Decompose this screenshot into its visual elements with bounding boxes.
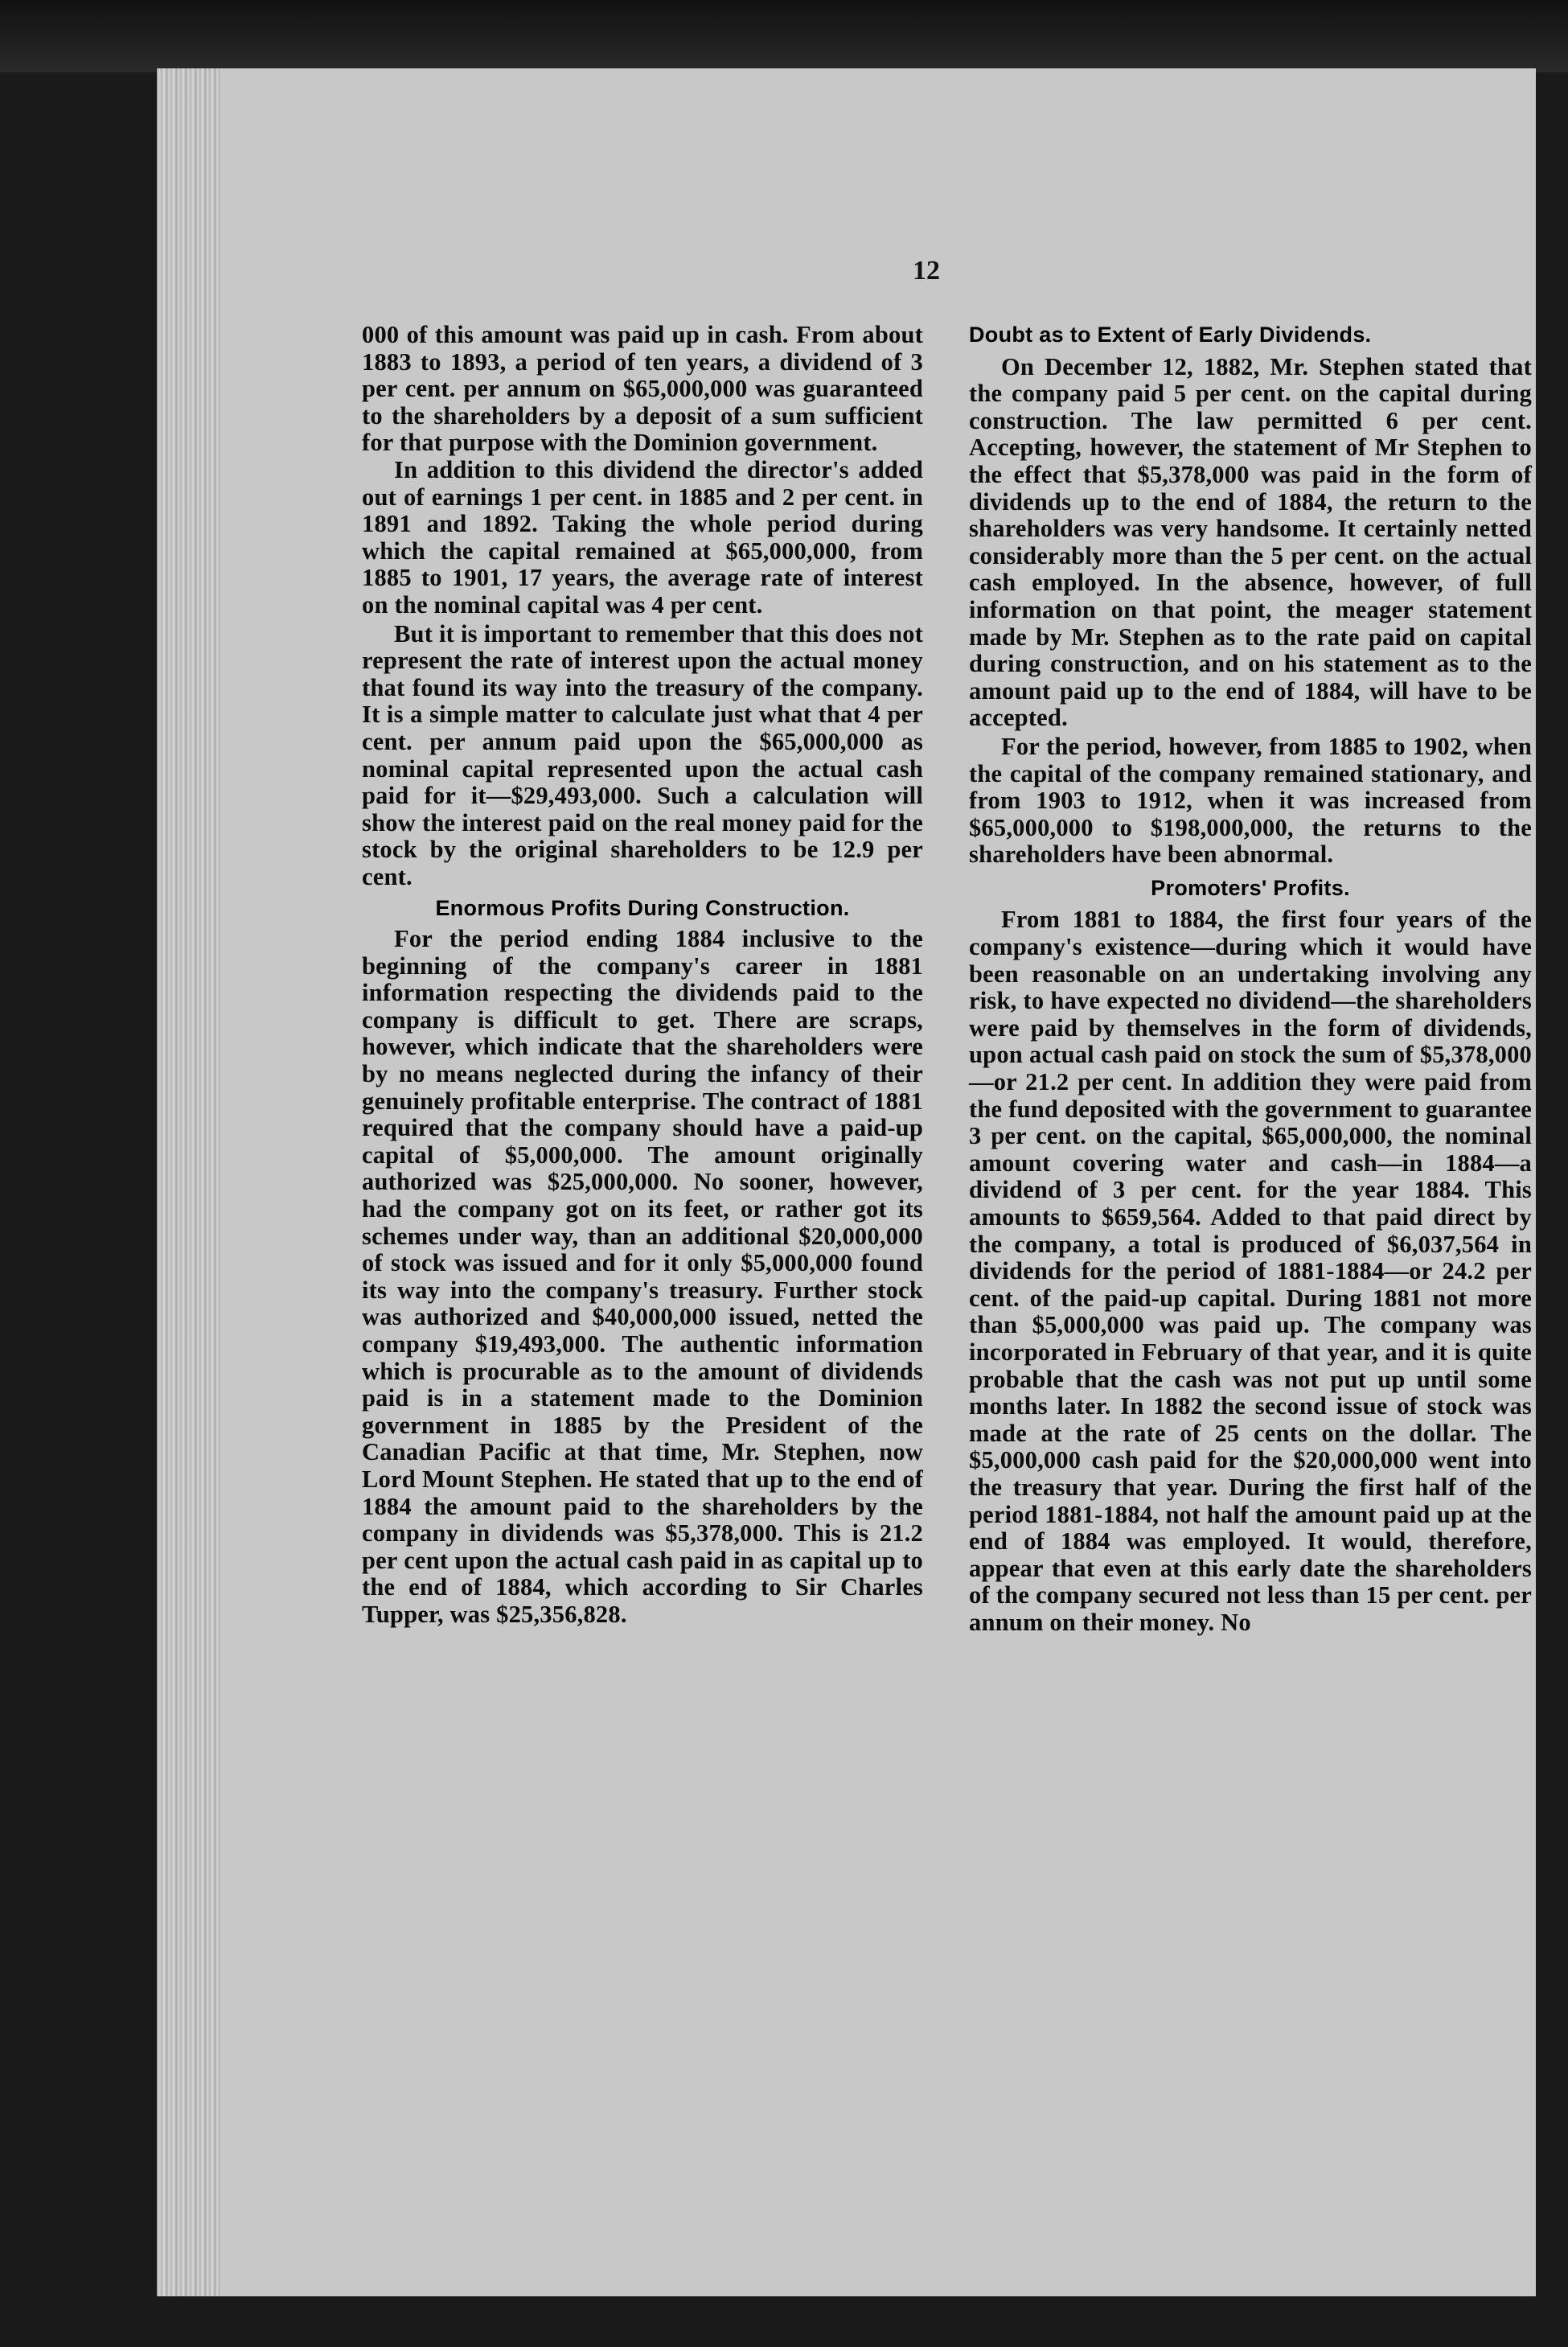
- left-column: [362, 322, 923, 1629]
- section-heading-promoters-profits: Promoters' Profits.: [1151, 875, 1350, 900]
- section-heading-enormous-profits: Enormous Profits During Construction.: [435, 896, 850, 921]
- right-paragraph-1: On December 12, 1882, Mr. Stephen stated that the company paid 5 per cent. on the capital during construction. The law permitted 6 per cent. Accepting, however, the statement of Mr Stephen to the effect that $5,378,000 was paid in the form of dividends up to the end of 1884, the return to the shareholders was very handsome. It certainly netted considerably more than the 5 per cent. on the actual cash employed. In the absence, however, of full information on that point, the meager statement made by Mr. Stephen as to the rate paid on capital during construction, and on his statement as to the amount paid up to the end of 1884, will have to be accepted.: [969, 352, 1532, 732]
- right-paragraph-3: From 1881 to 1884, the first four years of the company's existence—during which it would have been reasonable on an undertaking involving any risk, to have expected no dividend—the shareholders were paid by themselves in the form of dividends, upon actual cash paid on stock the sum of $5,378,000—or 21.2 per cent. In addition they were paid from the fund deposited with the government to guarantee 3 per cent. on the capital, $65,000,000, the nominal amount covering water and cash—in 1884—a dividend of 3 per cent. for the year 1884. This amounts to $659,564. Added to that paid direct by the company, a total is produced of $6,037,564 in dividends for the period of 1881-1884—or 24.2 per cent. of the paid-up capital. During 1881 not more than $5,000,000 was paid up. The company was incorporated in February of that year, and it is quite probable that the cash was not put up until some months later. In 1882 the second issue of stock was made at the rate of 25 cents on the dollar. The $5,000,000 cash paid for the $20,000,000 went into the treasury that year. During the first half of the period 1881-1884, not half the amount paid up at the end of 1884 was employed. It would, therefore, appear that even at this early date the shareholders of the company secured not less than 15 per cent. per annum on their money. No: [969, 906, 1532, 1636]
- scan-background: [0, 0, 1568, 72]
- right-column: [969, 322, 1532, 1637]
- page-binding-edge: [157, 68, 221, 2296]
- section-heading-doubt-dividends: Doubt as to Extent of Early Dividends.: [969, 323, 1372, 347]
- left-paragraph-3: But it is important to remember that this does not represent the rate of interest upon the actual money that found its way into the treasury of the company. It is a simple matter to calculate just what that 4 per cent. per annum paid upon the $65,000,000 as nominal capital represented upon the actual cash paid for it—$29,493,000. Such a calculation will show the interest paid on the real money paid for the stock by the original shareholders to be 12.9 per cent.: [362, 619, 923, 890]
- left-paragraph-4: For the period ending 1884 inclusive to the beginning of the company's career in 1881 information respecting the dividends paid to the company is difficult to get. There are scraps, however, which indicate that the shareholders were by no means neglected during the infancy of their genuinely profitable enterprise. The contract of 1881 required that the company should have a paid-up capital of $5,000,000. The amount originally authorized was $25,000,000. No sooner, however, had the company got on its feet, or rather got its schemes under way, than an additional $20,000,000 of stock was issued and for it only $5,000,000 found its way into the company's treasury. Further stock was authorized and $40,000,000 issued, netted the company $19,493,000. The authentic information which is procurable as to the amount of dividends paid is in a statement made to the Dominion government in 1885 by the President of the Canadian Pacific at that time, Mr. Stephen, now Lord Mount Stephen. He stated that up to the end of 1884 the amount paid to the shareholders by the company in dividends was $5,378,000. This is 21.2 per cent upon the actual cash paid in as capital up to the end of 1884, which according to Sir Charles Tupper, was $25,356,828.: [362, 925, 923, 1628]
- page-number: 12: [913, 256, 940, 286]
- left-paragraph-1: 000 of this amount was paid up in cash. From about 1883 to 1893, a period of ten years, a dividend of 3 per cent. per annum on $65,000,000 was guaranteed to the shareholders by a deposit of a sum sufficient for that purpose with the Dominion government.: [362, 321, 923, 457]
- right-paragraph-2: For the period, however, from 1885 to 1902, when the capital of the company remained stationary, and from 1903 to 1912, when it was increased from $65,000,000 to $198,000,000, the returns to the shareholders have been abnormal.: [969, 732, 1532, 869]
- left-paragraph-2: In addition to this dividend the director's added out of earnings 1 per cent. in 1885 and 2 per cent. in 1891 and 1892. Taking the whole period during which the capital remained at $65,000,000, from 1885 to 1901, 17 years, the average rate of interest on the nominal capital was 4 per cent.: [362, 455, 923, 619]
